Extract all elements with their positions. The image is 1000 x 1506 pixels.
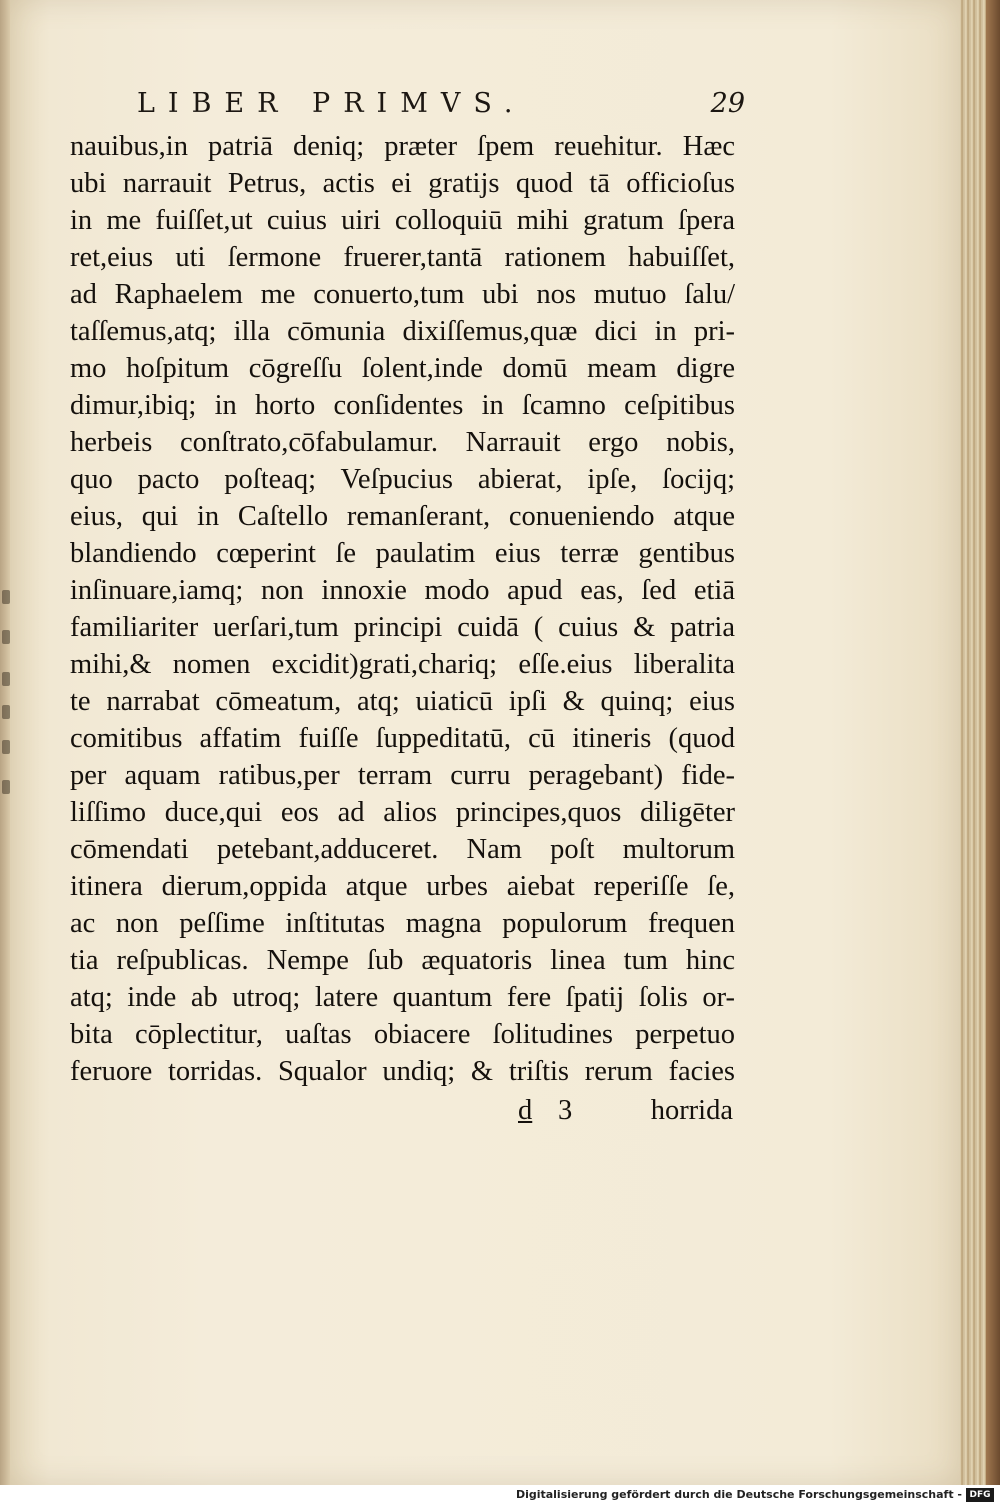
- text-line: per aquam ratibus,per terram curru peragebant) fide-: [70, 760, 735, 791]
- book-cover-edge: [986, 0, 1000, 1485]
- bleed-mark: [2, 740, 10, 754]
- running-head-title: LIBER PRIMVS.: [137, 88, 526, 119]
- catchword: horrida: [650, 1095, 733, 1126]
- bleed-mark: [2, 590, 10, 604]
- footer-bar: [0, 1485, 1000, 1506]
- text-line: liſſimo duce,qui eos ad alios principes,quos diligēter: [70, 797, 735, 828]
- funding-credit: Digitalisierung gefördert durch die Deutsche Forschungsgemeinschaft -: [515, 1488, 962, 1501]
- text-line: herbeis conſtrato,cōfabulamur. Narrauit ergo nobis,: [70, 427, 735, 458]
- text-line: nauibus,in patriā deniq; præter ſpem reuehitur. Hæc: [70, 131, 735, 162]
- text-line: tia reſpublicas. Nempe ſub æquatoris linea tum hinc: [70, 945, 735, 976]
- text-line: inſinuare,iamq; non innoxie modo apud eas, ſed etiā: [70, 575, 735, 606]
- text-line: taſſemus,atq; illa cōmunia dixiſſemus,quæ dici in pri-: [70, 316, 735, 347]
- signature-number: 3: [558, 1095, 573, 1126]
- bleed-mark: [2, 780, 10, 794]
- text-line: mo hoſpitum cōgreſſu ſolent,inde domū meam digre: [70, 353, 735, 384]
- text-line: ret,eius uti ſermone fruerer,tantā rationem habuiſſet,: [70, 242, 735, 273]
- text-line: dimur,ibiq; in horto conſidentes in ſcamno ceſpitibus: [70, 390, 735, 421]
- text-line: in me fuiſſet,ut cuius uiri colloquiū mihi gratum ſpera: [70, 205, 735, 236]
- bleed-mark: [2, 672, 10, 686]
- text-line: blandiendo cœperint ſe paulatim eius terræ gentibus: [70, 538, 735, 569]
- text-line: itinera dierum,oppida atque urbes aiebat reperiſſe ſe,: [70, 871, 735, 902]
- text-line: atq; inde ab utroq; latere quantum fere ſpatij ſolis or-: [70, 982, 735, 1013]
- page-number: 29: [710, 88, 745, 119]
- text-line: ad Raphaelem me conuerto,tum ubi nos mutuo ſalu/: [70, 279, 735, 310]
- text-line: eius, qui in Caſtello remanſerant, conueniendo atque: [70, 501, 735, 532]
- running-head: [125, 84, 745, 124]
- text-block: [70, 128, 735, 1090]
- bleed-mark: [2, 705, 10, 719]
- text-line: comitibus affatim fuiſſe ſuppeditatū, cū itineris (quod: [70, 723, 735, 754]
- text-line: familiariter uerſari,tum principi cuidā ( cuius & patria: [70, 612, 735, 643]
- text-line: cōmendati petebant,adduceret. Nam poſt multorum: [70, 834, 735, 865]
- signature-mark: d: [518, 1095, 533, 1126]
- text-line: bita cōplectitur, uaſtas obiacere ſolitudines perpetuo: [70, 1019, 735, 1050]
- text-line: feruore torridas. Squalor undiq; & triſtis rerum facies: [70, 1056, 735, 1087]
- text-line: quo pacto poſteaq; Veſpucius abierat, ipſe, ſocijq;: [70, 464, 735, 495]
- dfg-logo: DFG: [966, 1488, 994, 1502]
- book-page: [10, 0, 960, 1485]
- text-line: te narrabat cōmeatum, atq; uiaticū ipſi & quinq; eius: [70, 686, 735, 717]
- text-line: ubi narrauit Petrus, actis ei gratijs quod tā officioſus: [70, 168, 735, 199]
- catchline: [518, 1095, 733, 1135]
- bleed-mark: [2, 630, 10, 644]
- text-line: ac non peſſime inſtitutas magna populorum frequen: [70, 908, 735, 939]
- text-line: mihi,& nomen excidit)grati,chariq; eſſe.eius liberalita: [70, 649, 735, 680]
